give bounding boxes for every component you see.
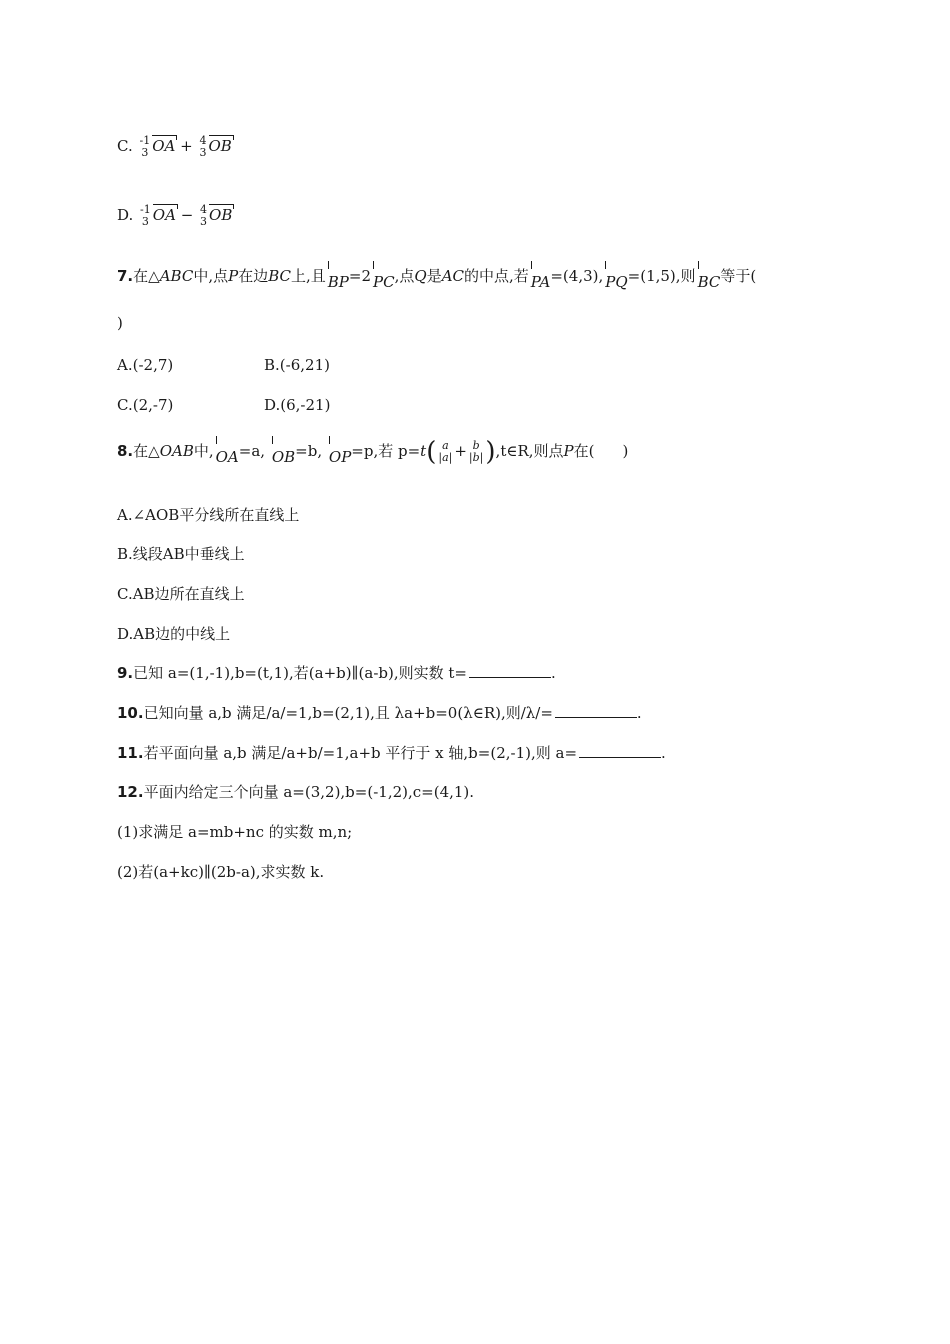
question-number: 8. xyxy=(117,442,134,460)
q9: 9.已知 a=(1,-1),b=(t,1),若(a+b)∥(a-b),则实数 t= . xyxy=(117,664,556,682)
fraction: 4 3 xyxy=(200,203,208,228)
answer-blank[interactable] xyxy=(469,677,551,678)
operator: + xyxy=(180,137,193,155)
q6-option-c xyxy=(117,134,232,159)
question-number: 9. xyxy=(117,664,134,682)
fraction: a |a| xyxy=(438,439,453,464)
q7-option-d: D.(6,-21) xyxy=(264,396,331,414)
vector-op: OP xyxy=(328,448,352,466)
q6-option-d xyxy=(117,203,232,228)
question-number: 10. xyxy=(117,704,144,722)
vector-ob: OB xyxy=(271,448,296,466)
q12-part1: (1)求满足 a=mb+nc 的实数 m,n; xyxy=(117,823,353,841)
q8-option-d: D.AB边的中线上 xyxy=(117,625,231,643)
q8-stem: 8.在△OAB中, OA=a, OB=b, OP=p,若 p=t( a |a| + b |b| ),t∈R,则点P在( ) xyxy=(117,437,629,467)
vector-pq: PQ xyxy=(605,273,628,291)
q10: 10.已知向量 a,b 满足/a/=1,b=(2,1),且 λa+b=0(λ∈R),则/λ/= . xyxy=(117,704,642,722)
question-number: 11. xyxy=(117,744,144,762)
fraction: -1 3 xyxy=(140,203,151,228)
fraction: 4 3 xyxy=(199,134,207,159)
vector-oa: OA xyxy=(215,448,239,466)
q11: 11.若平面向量 a,b 满足/a+b/=1,a+b 平行于 x 轴,b=(2,-1),则 a= . xyxy=(117,744,666,762)
option-label: C. xyxy=(117,137,133,155)
fraction: b |b| xyxy=(468,439,484,464)
question-number: 7. xyxy=(117,267,134,285)
vector-oa: OA xyxy=(152,134,175,155)
operator: − xyxy=(180,206,194,224)
answer-blank[interactable] xyxy=(579,757,661,758)
question-number: 12. xyxy=(117,783,144,801)
vector-bc: BC xyxy=(697,273,721,291)
fraction: -1 3 xyxy=(139,134,151,159)
q12-part2: (2)若(a+kc)∥(2b-a),求实数 k. xyxy=(117,863,325,881)
q7-option-a: A.(-2,7) xyxy=(117,356,174,374)
vector-ob: OB xyxy=(209,134,232,155)
option-label: D. xyxy=(117,206,134,224)
q7-close-paren: ) xyxy=(117,314,123,332)
vector-pa: PA xyxy=(530,273,551,291)
vector-pc: PC xyxy=(373,273,395,291)
vector-bp: BP xyxy=(327,273,349,291)
q8-option-b: B.线段AB中垂线上 xyxy=(117,545,245,563)
q8-option-a: A.∠AOB平分线所在直线上 xyxy=(117,506,300,524)
vector-ob: OB xyxy=(209,203,232,224)
q7-option-b: B.(-6,21) xyxy=(264,356,330,374)
q7-option-c: C.(2,-7) xyxy=(117,396,174,414)
q7-stem: 7.在△ABC中,点P在边BC上,且 BP=2 PC,点Q是AC的中点,若 PA=(4,3), PQ=(1,5),则 BC等于( xyxy=(117,267,757,291)
vector-oa: OA xyxy=(153,203,176,224)
q12: 12.平面内给定三个向量 a=(3,2),b=(-1,2),c=(4,1). xyxy=(117,783,475,801)
q8-option-c: C.AB边所在直线上 xyxy=(117,585,245,603)
answer-blank[interactable] xyxy=(555,717,637,718)
